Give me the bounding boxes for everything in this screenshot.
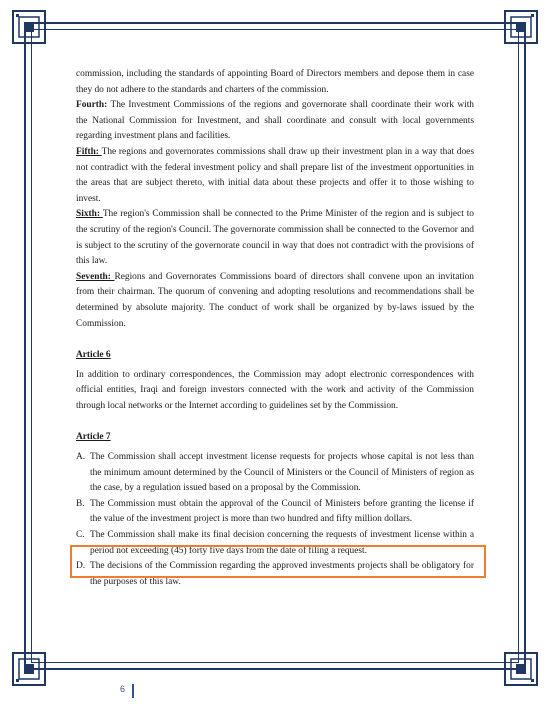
corner-ornament-bottom-right: [504, 652, 538, 686]
corner-ornament-bottom-left: [12, 652, 46, 686]
item-label: C.: [76, 530, 85, 541]
item-label: D.: [76, 561, 86, 572]
footer-divider: [132, 684, 134, 698]
seventh-label: Seventh:: [76, 271, 115, 282]
article-6-heading: Article 6: [76, 350, 111, 361]
corner-ornament-top-left: [12, 10, 46, 44]
item-text: The Commission shall accept investment license requests for projects whose capital is not less than the minimum amount determined by the Council of Ministers or the Council of Ministers of region as the case, by a regulation issued based on a proposal by the Commission.: [90, 452, 474, 494]
article-7-item-a: [76, 450, 474, 497]
page-number: 6: [120, 684, 126, 694]
fifth-label: Fifth:: [76, 146, 102, 157]
sixth-text: The region's Commission shall be connected to the Prime Minister of the region and is subject to the scrutiny of the region's Council. The governorate commission shall be connected to the Governor and is subject to the scrutiny of the governorate council in way that does not contradict with the provisions of this law.: [76, 209, 474, 267]
fourth-label: Fourth:: [76, 100, 108, 111]
item-label: A.: [76, 452, 86, 463]
paragraph-continuation: commission, including the standards of appointing Board of Directors members and depose them in case they do not adhere to the standards and charters of the commission.: [76, 69, 474, 95]
paragraph-fourth: [76, 98, 474, 145]
paragraph-fifth: [76, 145, 474, 207]
item-text: The Commission shall make its final decision concerning the requests of investment license within a period not exceeding (45) forty five days from the date of filing a request.: [90, 530, 474, 556]
sixth-label: Sixth:: [76, 209, 103, 220]
article-7-heading: Article 7: [76, 432, 111, 443]
highlight-rectangle: [70, 545, 486, 578]
paragraph-seventh: [76, 270, 474, 332]
seventh-text: Regions and Governorates Commissions board of directors shall convene upon an invitation from their chairman. The quorum of convening and adopting resolutions and recommendations shall be determined by absolute majority. The conduct of work shall be organized by by-laws issued by the Commission.: [76, 271, 474, 329]
item-label: B.: [76, 498, 85, 509]
article-6-text: In addition to ordinary correspondences, the Commission may adopt electronic correspondences with official entities, Iraqi and foreign investors connected with the work and activity of the Commission through local networks or the Internet according to guidelines set by the Commission.: [76, 369, 474, 411]
item-text: The Commission must obtain the approval of the Council of Ministers before granting the license if the value of the investment project is more than two hundred and fifty million dollars.: [90, 498, 474, 525]
document-body: [76, 67, 474, 590]
fourth-text: The Investment Commissions of the regions and governorate shall coordinate their work with the National Commission for Investment, and shall coordinate and consult with local governments regarding investment plans and facilities.: [76, 100, 474, 142]
article-7-item-b: [76, 497, 474, 528]
paragraph-sixth: [76, 207, 474, 269]
corner-ornament-top-right: [504, 10, 538, 44]
item-text: The decisions of the Commission regarding the approved investments projects shall be obligatory for the purposes of this law.: [90, 561, 474, 587]
fifth-text: The regions and governorates commissions shall draw up their investment plan in a way that does not contradict with the federal investment policy and shall prepare list of the investment opportunities in the areas that are subject thereto, with initial data about these projects and offer it to those wishing to invest.: [76, 146, 474, 204]
